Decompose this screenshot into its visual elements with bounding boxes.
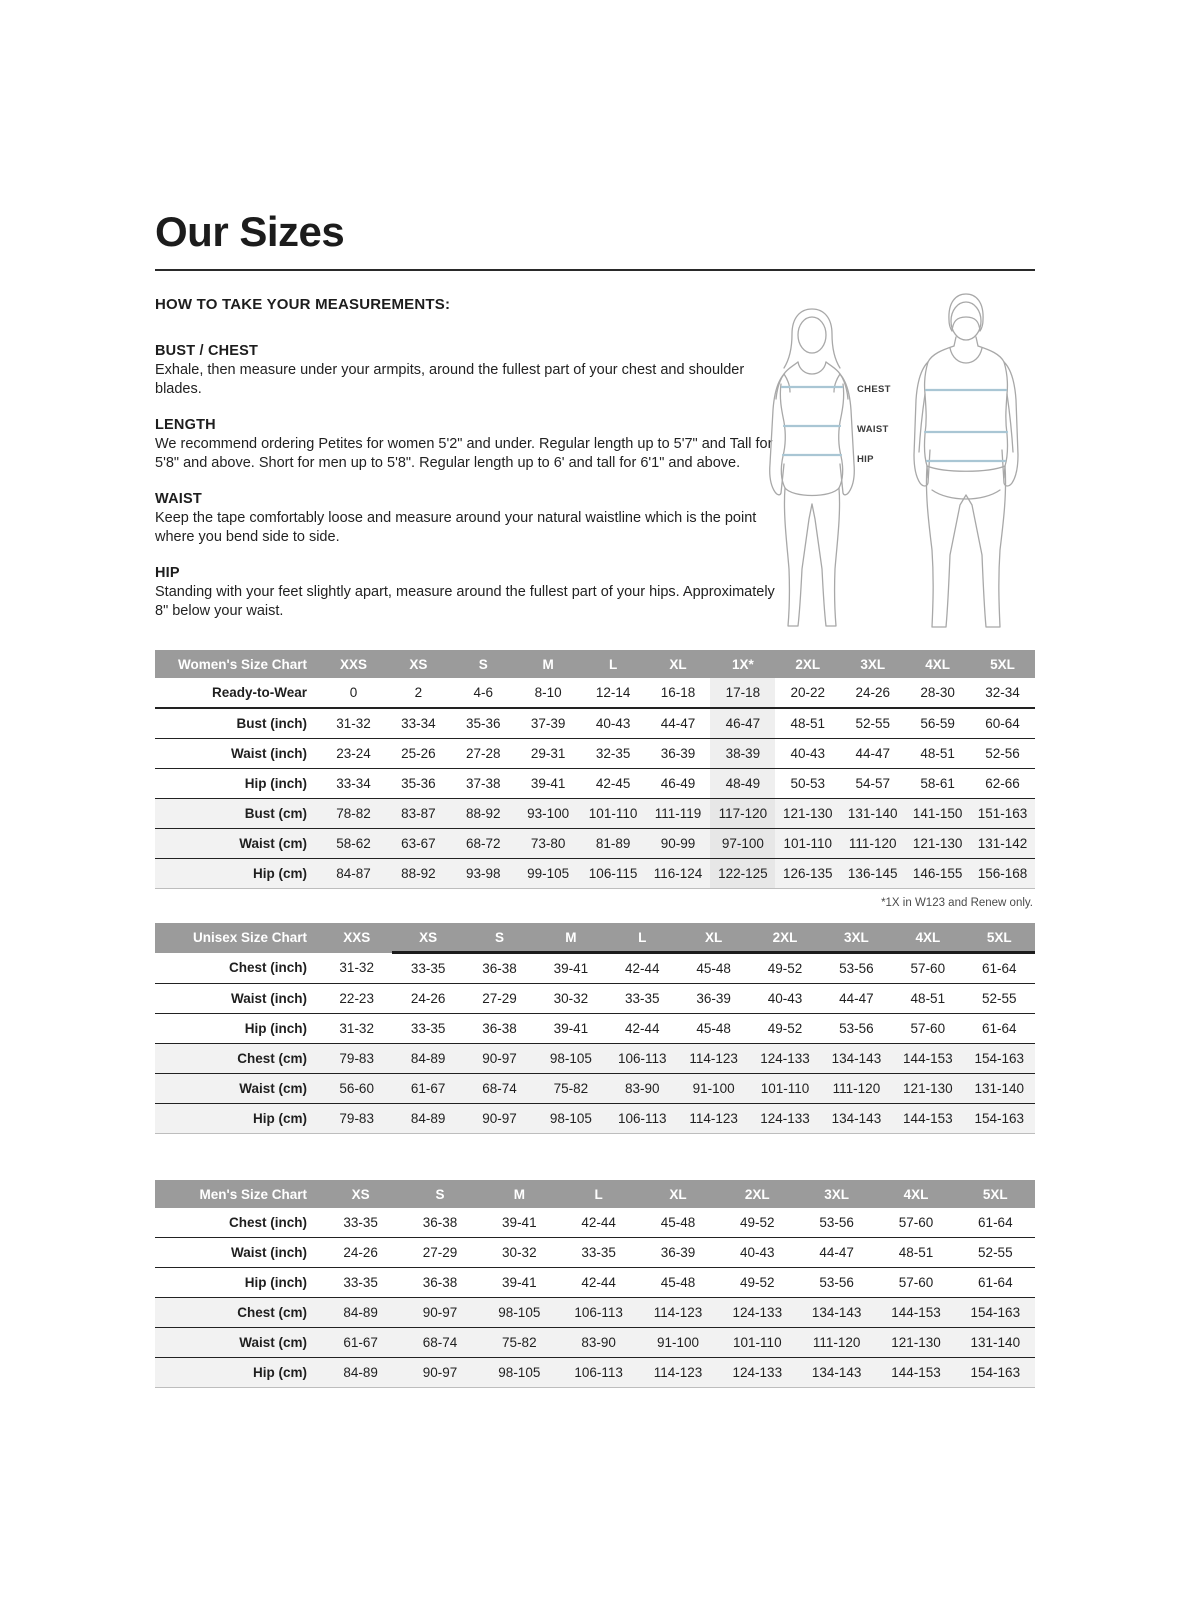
- size-value-cell: 88-92: [466, 806, 501, 821]
- size-value-cell: 36-38: [482, 1021, 517, 1036]
- size-value-cell: 45-48: [696, 961, 731, 976]
- table-row: [155, 1298, 1035, 1328]
- size-value-cell: 30-32: [553, 991, 589, 1006]
- women-size-chart-section: [155, 650, 1035, 909]
- size-value-cell: 90-97: [482, 1051, 517, 1066]
- size-value-cell: 83-90: [581, 1335, 616, 1350]
- size-value-cell: 84-87: [336, 866, 371, 881]
- size-column-header: L: [581, 650, 646, 678]
- size-value-cell: 35-36: [466, 716, 501, 731]
- size-value-cell: 134-143: [831, 1111, 882, 1126]
- size-column-header: L: [607, 923, 678, 953]
- size-value-cell: 40-43: [767, 991, 803, 1006]
- section-body: Keep the tape comfortably loose and measure around your natural waistline which is the point where you bend side to side.: [155, 509, 757, 546]
- size-value-cell: 146-155: [912, 866, 963, 881]
- size-column-header: S: [400, 1180, 479, 1208]
- size-value-cell: 61-67: [343, 1335, 378, 1350]
- size-value-cell: 20-22: [790, 685, 826, 700]
- size-value-cell: 0: [349, 685, 358, 700]
- section-title: HIP: [155, 564, 180, 581]
- size-column-header: 5XL: [964, 923, 1035, 953]
- size-value-cell: 57-60: [898, 1275, 934, 1290]
- table-title-cell: Men's Size Chart: [155, 1180, 321, 1208]
- size-value-cell: 141-150: [912, 806, 963, 821]
- size-value-cell: 52-55: [978, 1245, 1013, 1260]
- size-column-header: XL: [638, 1180, 717, 1208]
- section-title: LENGTH: [155, 416, 216, 433]
- row-label-cell: Hip (cm): [253, 1111, 307, 1126]
- size-column-header: 3XL: [797, 1180, 876, 1208]
- size-column-header: L: [559, 1180, 638, 1208]
- size-value-cell: 111-120: [832, 1081, 881, 1096]
- size-value-cell: 111-120: [848, 836, 897, 851]
- size-value-cell: 27-29: [482, 991, 517, 1006]
- table-row: [155, 953, 1035, 984]
- size-column-header: M: [516, 650, 581, 678]
- size-column-header: XL: [678, 923, 749, 953]
- size-value-cell: 98-105: [549, 1111, 592, 1126]
- size-value-cell: 134-143: [831, 1051, 882, 1066]
- row-label-cell: Bust (inch): [236, 716, 307, 731]
- size-value-cell: 24-26: [343, 1245, 378, 1260]
- size-chart-footnote: *1X in W123 and Renew only.: [881, 897, 1033, 909]
- size-value-cell: 101-110: [733, 1335, 782, 1350]
- size-value-cell: 53-56: [819, 1215, 854, 1230]
- size-value-cell: 25-26: [401, 746, 436, 761]
- size-value-cell: 131-140: [847, 806, 898, 821]
- size-value-cell: 61-64: [978, 1215, 1013, 1230]
- table-row: [155, 678, 1035, 708]
- size-value-cell: 60-64: [985, 716, 1020, 731]
- size-value-cell: 45-48: [696, 1021, 731, 1036]
- size-value-cell: 49-52: [767, 961, 803, 976]
- size-column-header: 5XL: [970, 650, 1035, 678]
- size-value-cell: 54-57: [855, 776, 890, 791]
- size-value-cell: 39-41: [553, 961, 589, 976]
- size-column-header: 4XL: [892, 923, 963, 953]
- size-value-cell: 49-52: [740, 1275, 775, 1290]
- table-row: [155, 1328, 1035, 1358]
- size-value-cell: 16-18: [660, 685, 696, 700]
- size-value-cell: 88-92: [401, 866, 436, 881]
- size-value-cell: 33-35: [343, 1215, 378, 1230]
- table-row: [155, 984, 1035, 1014]
- size-value-cell: 27-29: [422, 1245, 458, 1260]
- section-hip: [155, 565, 783, 622]
- size-value-cell: 116-124: [653, 866, 703, 881]
- size-value-cell: 48-51: [790, 716, 826, 731]
- size-value-cell: 75-82: [553, 1081, 589, 1096]
- size-column-header: XL: [646, 650, 711, 678]
- size-value-cell: 124-133: [760, 1051, 810, 1066]
- how-to-heading: HOW TO TAKE YOUR MEASUREMENTS:: [155, 296, 451, 313]
- page-content: [155, 208, 1035, 1388]
- size-value-cell: 57-60: [910, 1021, 946, 1036]
- size-value-cell: 42-45: [595, 776, 631, 791]
- size-value-cell: 156-168: [977, 866, 1028, 881]
- size-value-cell: 39-41: [502, 1215, 537, 1230]
- row-label-cell: Waist (inch): [231, 746, 307, 761]
- size-value-cell: 42-44: [624, 961, 660, 976]
- row-label-cell: Chest (cm): [237, 1305, 307, 1320]
- section-bust-chest: [155, 343, 783, 400]
- section-body: Exhale, then measure under your armpits, around the fullest part of your chest and shoulder blades.: [155, 362, 745, 398]
- size-value-cell: 52-55: [855, 716, 890, 731]
- row-label-cell: Ready-to-Wear: [211, 685, 307, 700]
- size-value-cell: 42-44: [581, 1275, 616, 1290]
- size-value-cell: 53-56: [839, 1021, 874, 1036]
- size-column-header: 4XL: [905, 650, 970, 678]
- size-column-header: 3XL: [840, 650, 905, 678]
- size-column-header: 2XL: [749, 923, 820, 953]
- size-value-cell: 42-44: [624, 1021, 660, 1036]
- size-value-cell: 144-153: [903, 1111, 953, 1126]
- table-row: [155, 1268, 1035, 1298]
- row-label-cell: Hip (inch): [244, 1021, 307, 1036]
- row-label-cell: Hip (cm): [253, 1365, 307, 1380]
- table-row: [155, 1074, 1035, 1104]
- size-value-cell: 101-110: [783, 836, 833, 851]
- size-value-cell: 53-56: [839, 961, 874, 976]
- table-row: [155, 1238, 1035, 1268]
- size-column-header: 2XL: [775, 650, 840, 678]
- size-value-cell: 40-43: [790, 746, 826, 761]
- size-column-header: 1X*: [710, 650, 775, 678]
- table-title-cell: Women's Size Chart: [155, 650, 321, 678]
- size-value-cell: 61-64: [978, 1275, 1013, 1290]
- size-value-cell: 97-100: [710, 829, 775, 859]
- size-value-cell: 131-140: [974, 1081, 1025, 1096]
- size-value-cell: 17-18: [710, 678, 775, 708]
- size-value-cell: 53-56: [819, 1275, 854, 1290]
- size-value-cell: 122-125: [710, 859, 775, 889]
- size-value-cell: 37-38: [466, 776, 501, 791]
- size-value-cell: 68-72: [466, 836, 501, 851]
- size-value-cell: 121-130: [903, 1081, 953, 1096]
- size-value-cell: 45-48: [660, 1275, 696, 1290]
- size-value-cell: 114-123: [653, 1305, 703, 1320]
- size-value-cell: 124-133: [732, 1305, 783, 1320]
- size-column-header: XS: [392, 923, 463, 953]
- size-value-cell: 106-113: [574, 1305, 623, 1320]
- size-value-cell: 48-49: [710, 769, 775, 799]
- section-waist: [155, 491, 783, 548]
- mens-size-chart-table: [155, 1180, 1035, 1388]
- size-value-cell: 114-123: [689, 1111, 738, 1126]
- title-divider: [155, 269, 1035, 271]
- size-value-cell: 57-60: [898, 1215, 934, 1230]
- size-value-cell: 36-39: [660, 746, 696, 761]
- size-value-cell: 58-62: [336, 836, 371, 851]
- size-value-cell: 31-32: [336, 716, 371, 731]
- section-length: [155, 417, 783, 474]
- row-label-cell: Bust (cm): [244, 806, 307, 821]
- figure-label-hip: HIP: [857, 454, 874, 465]
- size-value-cell: 84-89: [410, 1111, 446, 1126]
- size-value-cell: 22-23: [339, 991, 374, 1006]
- size-column-header: S: [451, 650, 516, 678]
- size-value-cell: 106-113: [617, 1051, 667, 1066]
- size-value-cell: 61-67: [410, 1081, 446, 1096]
- section-body: Standing with your feet slightly apart, measure around the fullest part of your hips. Approximately 8" below your waist.: [155, 583, 775, 619]
- size-value-cell: 31-32: [339, 1021, 374, 1036]
- size-value-cell: 28-30: [920, 685, 955, 700]
- size-value-cell: 154-163: [974, 1051, 1025, 1066]
- table-row: [155, 829, 1035, 859]
- row-label-cell: Hip (inch): [244, 1275, 307, 1290]
- size-column-header: XXS: [321, 650, 386, 678]
- size-value-cell: 31-32: [339, 960, 374, 976]
- size-value-cell: 114-123: [689, 1051, 738, 1066]
- size-value-cell: 40-43: [740, 1245, 775, 1260]
- size-value-cell: 151-163: [977, 806, 1028, 821]
- size-value-cell: 101-110: [588, 806, 638, 821]
- row-label-cell: Waist (inch): [231, 991, 307, 1006]
- size-value-cell: 33-34: [401, 716, 436, 731]
- size-column-header: M: [535, 923, 606, 953]
- size-value-cell: 42-44: [581, 1215, 616, 1230]
- size-value-cell: 84-89: [343, 1305, 378, 1320]
- size-value-cell: 68-74: [422, 1335, 458, 1350]
- size-value-cell: 33-35: [343, 1275, 378, 1290]
- size-value-cell: 44-47: [855, 746, 890, 761]
- size-value-cell: 98-105: [498, 1305, 541, 1320]
- size-value-cell: 29-31: [530, 746, 566, 761]
- size-column-header: XXS: [321, 923, 392, 953]
- table-header-row: [155, 923, 1035, 953]
- size-value-cell: 52-55: [981, 991, 1017, 1006]
- size-value-cell: 32-35: [595, 746, 631, 761]
- size-value-cell: 49-52: [767, 1021, 803, 1036]
- size-value-cell: 124-133: [760, 1111, 810, 1126]
- size-value-cell: 39-41: [530, 776, 566, 791]
- size-value-cell: 78-82: [336, 806, 371, 821]
- size-value-cell: 73-80: [530, 836, 566, 851]
- size-column-header: XS: [321, 1180, 400, 1208]
- size-value-cell: 57-60: [910, 961, 946, 976]
- size-value-cell: 154-163: [974, 1111, 1025, 1126]
- size-value-cell: 79-83: [339, 1051, 374, 1066]
- size-value-cell: 106-113: [574, 1365, 623, 1380]
- size-value-cell: 144-153: [903, 1051, 953, 1066]
- size-value-cell: 33-35: [581, 1245, 616, 1260]
- table-row: [155, 1014, 1035, 1044]
- size-value-cell: 121-130: [783, 806, 833, 821]
- row-label-cell: Chest (cm): [237, 1051, 307, 1066]
- table-row: [155, 739, 1035, 769]
- size-value-cell: 48-51: [898, 1245, 934, 1260]
- row-label-cell: Hip (cm): [253, 866, 307, 881]
- size-value-cell: 68-74: [482, 1081, 517, 1096]
- size-value-cell: 36-38: [422, 1215, 458, 1230]
- size-value-cell: 121-130: [912, 836, 963, 851]
- measurement-figures: [755, 288, 1035, 640]
- table-row: [155, 1358, 1035, 1388]
- row-label-cell: Waist (cm): [239, 1335, 307, 1350]
- table-header-row: [155, 650, 1035, 678]
- size-value-cell: 98-105: [498, 1365, 541, 1380]
- size-value-cell: 114-123: [653, 1365, 703, 1380]
- size-value-cell: 134-143: [811, 1365, 862, 1380]
- row-label-cell: Chest (inch): [228, 1215, 307, 1230]
- measurement-instructions: [155, 296, 1035, 650]
- size-value-cell: 93-100: [527, 806, 570, 821]
- size-value-cell: 35-36: [401, 776, 436, 791]
- size-value-cell: 83-87: [401, 806, 436, 821]
- size-value-cell: 99-105: [527, 866, 570, 881]
- size-value-cell: 58-61: [920, 776, 955, 791]
- size-value-cell: 36-38: [422, 1275, 458, 1290]
- figure-label-chest: CHEST: [857, 384, 891, 395]
- size-value-cell: 8-10: [534, 685, 562, 700]
- row-label-cell: Waist (inch): [231, 1245, 307, 1260]
- size-value-cell: 111-120: [812, 1335, 861, 1350]
- size-value-cell: 56-59: [920, 716, 955, 731]
- unisex-size-chart-table: [155, 923, 1035, 1134]
- size-value-cell: 154-163: [970, 1365, 1021, 1380]
- size-value-cell: 117-120: [710, 799, 775, 829]
- size-value-cell: 2: [414, 685, 423, 700]
- size-column-header: 2XL: [718, 1180, 797, 1208]
- size-value-cell: 84-89: [410, 1051, 446, 1066]
- women-size-chart-table: [155, 650, 1035, 889]
- size-value-cell: 37-39: [530, 716, 566, 731]
- size-value-cell: 93-98: [466, 866, 501, 881]
- size-value-cell: 49-52: [740, 1215, 775, 1230]
- size-value-cell: 79-83: [339, 1111, 374, 1126]
- table-row: [155, 799, 1035, 829]
- size-value-cell: 36-39: [696, 991, 731, 1006]
- size-value-cell: 4-6: [473, 685, 494, 700]
- size-value-cell: 154-163: [970, 1305, 1021, 1320]
- size-value-cell: 44-47: [660, 716, 696, 731]
- size-value-cell: 36-39: [660, 1245, 696, 1260]
- size-value-cell: 84-89: [343, 1365, 378, 1380]
- size-value-cell: 136-145: [847, 866, 898, 881]
- row-label-cell: Waist (cm): [239, 836, 307, 851]
- size-value-cell: 98-105: [549, 1051, 592, 1066]
- size-column-header: XS: [386, 650, 451, 678]
- size-value-cell: 45-48: [660, 1215, 696, 1230]
- size-value-cell: 75-82: [502, 1335, 537, 1350]
- table-row: [155, 1208, 1035, 1238]
- size-value-cell: 12-14: [595, 685, 631, 700]
- section-title: BUST / CHEST: [155, 343, 259, 359]
- size-value-cell: 27-28: [466, 746, 501, 761]
- size-value-cell: 126-135: [783, 866, 833, 881]
- instructions-text: [155, 296, 783, 621]
- size-value-cell: 124-133: [732, 1365, 783, 1380]
- size-value-cell: 40-43: [595, 716, 631, 731]
- size-value-cell: 39-41: [553, 1021, 589, 1036]
- table-row: [155, 769, 1035, 799]
- size-value-cell: 81-89: [595, 836, 631, 851]
- size-value-cell: 39-41: [502, 1275, 537, 1290]
- section-title: WAIST: [155, 490, 202, 507]
- size-value-cell: 33-35: [624, 991, 660, 1006]
- size-value-cell: 131-142: [977, 836, 1028, 851]
- size-column-header: 4XL: [876, 1180, 955, 1208]
- size-value-cell: 33-35: [410, 1021, 446, 1036]
- figure-label-waist: WAIST: [857, 424, 889, 435]
- size-column-header: 5XL: [956, 1180, 1035, 1208]
- size-value-cell: 90-97: [422, 1365, 458, 1380]
- size-value-cell: 38-39: [710, 739, 775, 769]
- male-figure-illustration: [904, 290, 1029, 635]
- size-value-cell: 50-53: [790, 776, 826, 791]
- size-value-cell: 134-143: [811, 1305, 862, 1320]
- page-title: Our Sizes: [155, 208, 345, 255]
- size-value-cell: 90-97: [422, 1305, 458, 1320]
- size-value-cell: 62-66: [985, 776, 1020, 791]
- size-value-cell: 144-153: [891, 1365, 941, 1380]
- section-body: We recommend ordering Petites for women 5'2" and under. Regular length up to 5'7" and Tall for 5'8" and above. Short for men up to 5'8". Regular length up to 6' and tall for 6'1" and above.: [155, 435, 773, 472]
- size-value-cell: 33-34: [336, 776, 371, 791]
- size-value-cell: 91-100: [692, 1081, 735, 1096]
- size-value-cell: 48-51: [920, 746, 955, 761]
- size-value-cell: 106-113: [617, 1111, 667, 1126]
- female-figure-illustration: [757, 304, 867, 634]
- size-value-cell: 48-51: [910, 991, 946, 1006]
- row-label-cell: Waist (cm): [239, 1081, 307, 1096]
- size-value-cell: 24-26: [410, 991, 446, 1006]
- size-column-header: 3XL: [821, 923, 892, 953]
- size-value-cell: 44-47: [839, 991, 874, 1006]
- size-value-cell: 33-35: [410, 961, 446, 976]
- size-value-cell: 83-90: [624, 1081, 660, 1096]
- size-value-cell: 91-100: [656, 1335, 699, 1350]
- table-row: [155, 859, 1035, 889]
- size-value-cell: 44-47: [819, 1245, 854, 1260]
- size-value-cell: 106-115: [588, 866, 638, 881]
- size-value-cell: 46-49: [660, 776, 696, 791]
- size-value-cell: 90-97: [482, 1111, 517, 1126]
- size-value-cell: 61-64: [981, 1021, 1017, 1036]
- size-value-cell: 90-99: [660, 836, 696, 851]
- size-value-cell: 144-153: [891, 1305, 941, 1320]
- size-value-cell: 61-64: [981, 961, 1017, 976]
- row-label-cell: Chest (inch): [228, 960, 307, 976]
- size-value-cell: 111-119: [654, 806, 702, 821]
- table-title-cell: Unisex Size Chart: [155, 923, 321, 953]
- size-value-cell: 46-47: [710, 708, 775, 739]
- size-value-cell: 131-140: [970, 1335, 1021, 1350]
- table-row: [155, 1044, 1035, 1074]
- size-column-header: S: [464, 923, 535, 953]
- size-value-cell: 36-38: [482, 961, 517, 976]
- size-value-cell: 63-67: [401, 836, 436, 851]
- size-value-cell: 24-26: [855, 685, 890, 700]
- size-value-cell: 23-24: [336, 746, 371, 761]
- size-value-cell: 30-32: [502, 1245, 537, 1260]
- table-header-row: [155, 1180, 1035, 1208]
- table-row: [155, 708, 1035, 739]
- size-column-header: M: [480, 1180, 559, 1208]
- table-row: [155, 1104, 1035, 1134]
- row-label-cell: Hip (inch): [244, 776, 307, 791]
- size-value-cell: 121-130: [891, 1335, 941, 1350]
- size-value-cell: 52-56: [985, 746, 1020, 761]
- size-value-cell: 101-110: [760, 1081, 810, 1096]
- size-value-cell: 32-34: [985, 685, 1020, 700]
- size-value-cell: 56-60: [339, 1081, 374, 1096]
